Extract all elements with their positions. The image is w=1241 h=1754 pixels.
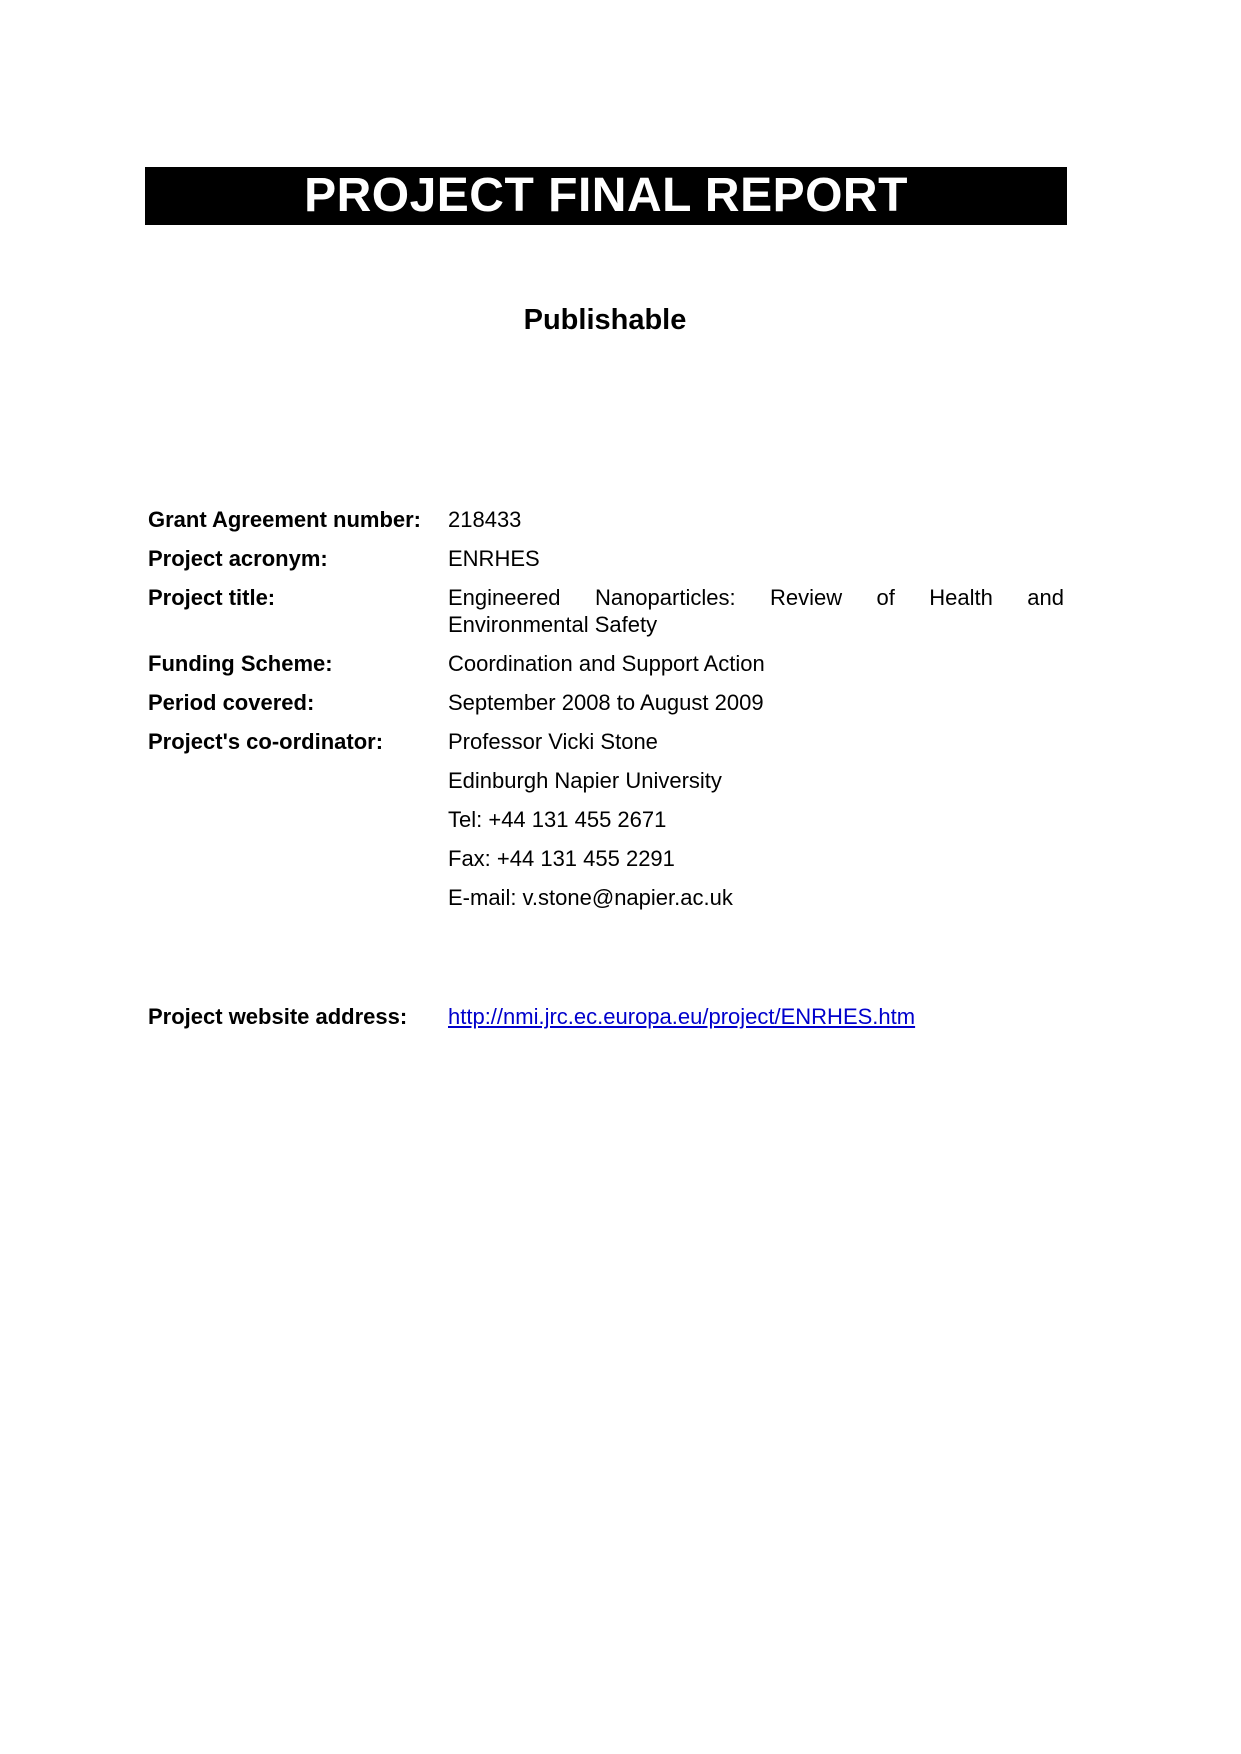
coordinator-institution: Edinburgh Napier University (448, 768, 722, 793)
project-info-table (148, 506, 1064, 1042)
grant-value: 218433 (448, 507, 522, 532)
funding-row (148, 650, 1064, 677)
title-label: Project title: (148, 585, 276, 610)
coordinator-name: Professor Vicki Stone (448, 729, 658, 754)
acronym-row (148, 545, 1064, 572)
coordinator-institution-row (148, 767, 1064, 794)
period-label: Period covered: (148, 690, 315, 715)
period-value: September 2008 to August 2009 (448, 690, 764, 715)
funding-value: Coordination and Support Action (448, 651, 765, 676)
grant-label: Grant Agreement number: (148, 507, 422, 532)
coordinator-email-row (148, 884, 1064, 911)
coordinator-tel-row (148, 806, 1064, 833)
report-title: PROJECT FINAL REPORT (145, 167, 1067, 225)
coordinator-fax-row (148, 845, 1064, 872)
website-label: Project website address: (148, 1004, 408, 1029)
publishable-subtitle: Publishable (523, 304, 687, 336)
grant-row (148, 506, 1064, 533)
coordinator-email: E-mail: v.stone@napier.ac.uk (448, 885, 733, 910)
coordinator-row (148, 728, 1064, 755)
funding-label: Funding Scheme: (148, 651, 333, 676)
website-row (148, 1003, 1064, 1030)
coordinator-fax: Fax: +44 131 455 2291 (448, 846, 675, 871)
period-row (148, 689, 1064, 716)
website-link[interactable]: http://nmi.jrc.ec.europa.eu/project/ENRHES.htm (448, 1004, 916, 1029)
acronym-label: Project acronym: (148, 546, 328, 571)
section-spacer (148, 923, 1064, 1003)
title-row (148, 584, 1064, 638)
acronym-value: ENRHES (448, 546, 540, 571)
coordinator-label: Project's co-ordinator: (148, 729, 384, 754)
title-value: Engineered Nanoparticles: Review of Health and Environmental Safety (448, 585, 1064, 637)
coordinator-tel: Tel: +44 131 455 2671 (448, 807, 667, 832)
